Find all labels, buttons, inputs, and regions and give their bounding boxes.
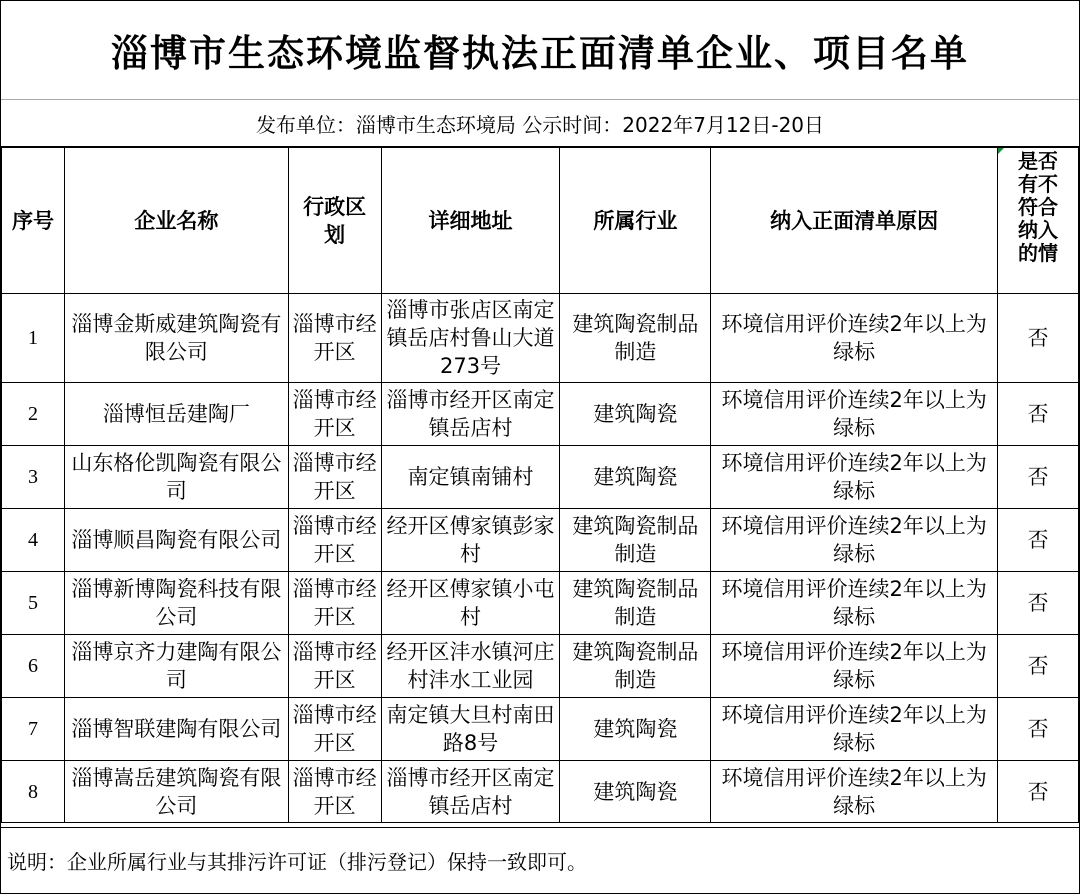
cell-company-name: 淄博智联建陶有限公司	[64, 698, 288, 761]
cell-reason: 环境信用评价连续2年以上为绿标	[711, 294, 998, 383]
header-noncompliance: 是否有不符合纳入的情	[997, 148, 1078, 294]
cell-address: 淄博市经开区南定镇岳店村	[381, 383, 560, 446]
header-company-name: 企业名称	[64, 148, 288, 294]
cell-noncompliance: 否	[997, 635, 1078, 698]
cell-company-name: 淄博恒岳建陶厂	[64, 383, 288, 446]
cell-industry: 建筑陶瓷制品制造	[560, 572, 711, 635]
cell-reason: 环境信用评价连续2年以上为绿标	[711, 383, 998, 446]
cell-industry: 建筑陶瓷	[560, 446, 711, 509]
cell-industry: 建筑陶瓷制品制造	[560, 294, 711, 383]
header-industry: 所属行业	[560, 148, 711, 294]
cell-address: 南定镇南铺村	[381, 446, 560, 509]
cell-noncompliance: 否	[997, 446, 1078, 509]
cell-index: 4	[2, 509, 65, 572]
cell-reason: 环境信用评价连续2年以上为绿标	[711, 446, 998, 509]
document-title: 淄博市生态环境监督执法正面清单企业、项目名单	[1, 1, 1079, 100]
cell-index: 7	[2, 698, 65, 761]
cell-reason: 环境信用评价连续2年以上为绿标	[711, 572, 998, 635]
footnote: 说明：企业所属行业与其排污许可证（排污登记）保持一致即可。	[1, 827, 1079, 893]
table-row	[2, 446, 1079, 509]
cell-district: 淄博市经开区	[288, 294, 381, 383]
cell-company-name: 淄博新博陶瓷科技有限公司	[64, 572, 288, 635]
cell-company-name: 淄博顺昌陶瓷有限公司	[64, 509, 288, 572]
cell-company-name: 淄博嵩岳建筑陶瓷有限公司	[64, 761, 288, 823]
cell-index: 3	[2, 446, 65, 509]
cell-address: 淄博市张店区南定镇岳店村鲁山大道273号	[381, 294, 560, 383]
cell-address: 南定镇大旦村南田路8号	[381, 698, 560, 761]
cell-address: 淄博市经开区南定镇岳店村	[381, 761, 560, 823]
publisher-info: 发布单位：淄博市生态环境局 公示时间：2022年7月12日-20日	[1, 100, 1079, 147]
cell-industry: 建筑陶瓷制品制造	[560, 509, 711, 572]
cell-noncompliance: 否	[997, 761, 1078, 823]
cell-district: 淄博市经开区	[288, 383, 381, 446]
cell-industry: 建筑陶瓷	[560, 698, 711, 761]
table-row	[2, 509, 1079, 572]
cell-index: 1	[2, 294, 65, 383]
cell-noncompliance: 否	[997, 509, 1078, 572]
table-row	[2, 572, 1079, 635]
cell-district: 淄博市经开区	[288, 509, 381, 572]
cell-district: 淄博市经开区	[288, 761, 381, 823]
cell-district: 淄博市经开区	[288, 698, 381, 761]
cell-address: 经开区傅家镇彭家村	[381, 509, 560, 572]
header-address: 详细地址	[381, 148, 560, 294]
cell-reason: 环境信用评价连续2年以上为绿标	[711, 509, 998, 572]
cell-reason: 环境信用评价连续2年以上为绿标	[711, 635, 998, 698]
cell-index: 8	[2, 761, 65, 823]
cell-reason: 环境信用评价连续2年以上为绿标	[711, 761, 998, 823]
cell-district: 淄博市经开区	[288, 572, 381, 635]
table-row	[2, 761, 1079, 823]
cell-industry: 建筑陶瓷制品制造	[560, 635, 711, 698]
cell-address: 经开区傅家镇小屯村	[381, 572, 560, 635]
cell-district: 淄博市经开区	[288, 446, 381, 509]
cell-noncompliance: 否	[997, 572, 1078, 635]
cell-noncompliance: 否	[997, 383, 1078, 446]
cell-noncompliance: 否	[997, 294, 1078, 383]
cell-company-name: 山东格伦凯陶瓷有限公司	[64, 446, 288, 509]
table-header-row	[2, 148, 1079, 294]
cell-index: 5	[2, 572, 65, 635]
table-row	[2, 698, 1079, 761]
header-reason: 纳入正面清单原因	[711, 148, 998, 294]
cell-index: 6	[2, 635, 65, 698]
table-row	[2, 294, 1079, 383]
cell-company-name: 淄博京齐力建陶有限公司	[64, 635, 288, 698]
enterprise-table	[1, 147, 1079, 823]
cell-index: 2	[2, 383, 65, 446]
cell-industry: 建筑陶瓷	[560, 761, 711, 823]
cell-industry: 建筑陶瓷	[560, 383, 711, 446]
table-row	[2, 383, 1079, 446]
cell-district: 淄博市经开区	[288, 635, 381, 698]
cell-noncompliance: 否	[997, 698, 1078, 761]
header-index: 序号	[2, 148, 65, 294]
table-row	[2, 635, 1079, 698]
cell-company-name: 淄博金斯威建筑陶瓷有限公司	[64, 294, 288, 383]
cell-address: 经开区沣水镇河庄村沣水工业园	[381, 635, 560, 698]
header-district: 行政区划	[288, 148, 381, 294]
cell-reason: 环境信用评价连续2年以上为绿标	[711, 698, 998, 761]
